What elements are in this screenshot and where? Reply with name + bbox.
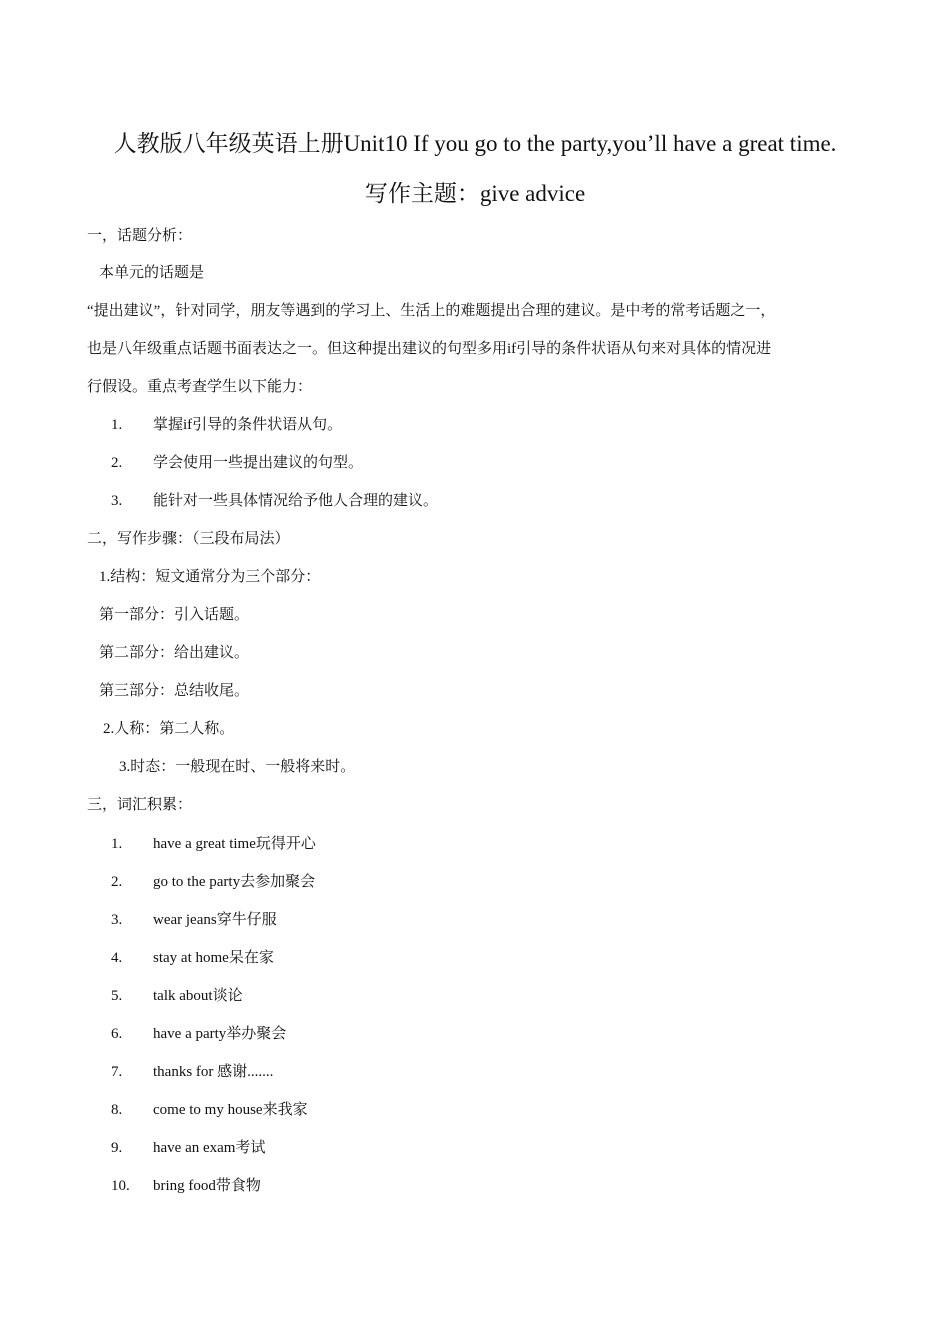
section-heading-vocabulary: 三，词汇积累： <box>87 797 193 813</box>
vocab-number: 1. <box>111 836 123 852</box>
vocab-item: come to my house来我家 <box>153 1102 308 1118</box>
vocab-number: 4. <box>111 950 123 966</box>
vocab-number: 3. <box>111 912 123 928</box>
vocab-item: talk about谈论 <box>153 988 243 1004</box>
vocab-item: stay at home呆在家 <box>153 950 274 966</box>
document-subtitle: 写作主题：give advice <box>364 181 586 206</box>
list-item-number: 3. <box>111 493 123 509</box>
topic-paragraph-line-2: 也是八年级重点话题书面表达之一。但这种提出建议的句型多用if引导的条件状语从句来对具体的情况进 <box>87 341 772 357</box>
vocab-number: 2. <box>111 874 123 890</box>
vocab-number: 7. <box>111 1064 123 1080</box>
structure-line: 1.结构：短文通常分为三个部分： <box>99 569 321 585</box>
vocab-item: have a party举办聚会 <box>153 1026 287 1042</box>
vocab-number: 10. <box>111 1178 130 1194</box>
part-three-line: 第三部分：总结收尾。 <box>99 683 250 699</box>
list-item-number: 2. <box>111 455 123 471</box>
vocab-item: thanks for 感谢....... <box>153 1064 274 1080</box>
vocab-item: bring food带食物 <box>153 1178 261 1194</box>
list-item: 学会使用一些提出建议的句型。 <box>153 455 364 471</box>
list-item-number: 1. <box>111 417 123 433</box>
topic-intro: 本单元的话题是 <box>99 265 205 281</box>
section-heading-topic-analysis: 一，话题分析： <box>87 228 193 244</box>
vocab-number: 9. <box>111 1140 123 1156</box>
person-line: 2.人称：第二人称。 <box>103 721 235 737</box>
vocab-number: 6. <box>111 1026 123 1042</box>
document-title: 人教版八年级英语上册Unit10 If you go to the party,you’ll have a great time. <box>113 131 837 156</box>
vocab-item: have an exam考试 <box>153 1140 266 1156</box>
vocab-number: 8. <box>111 1102 123 1118</box>
vocab-item: go to the party去参加聚会 <box>153 874 316 890</box>
vocab-number: 5. <box>111 988 123 1004</box>
list-item: 掌握if引导的条件状语从句。 <box>153 417 343 433</box>
list-item: 能针对一些具体情况给予他人合理的建议。 <box>153 493 439 509</box>
topic-paragraph-line-1: “提出建议”，针对同学，朋友等遇到的学习上、生活上的难题提出合理的建议。是中考的常考话题之一， <box>87 303 776 319</box>
part-two-line: 第二部分：给出建议。 <box>99 645 250 661</box>
topic-paragraph-line-3: 行假设。重点考查学生以下能力： <box>87 379 313 395</box>
part-one-line: 第一部分：引入话题。 <box>99 607 250 623</box>
vocab-item: have a great time玩得开心 <box>153 836 316 852</box>
tense-line: 3.时态：一般现在时、一般将来时。 <box>119 759 356 775</box>
vocab-item: wear jeans穿牛仔服 <box>153 912 277 928</box>
section-heading-writing-steps: 二，写作步骤：（三段布局法） <box>87 531 290 547</box>
